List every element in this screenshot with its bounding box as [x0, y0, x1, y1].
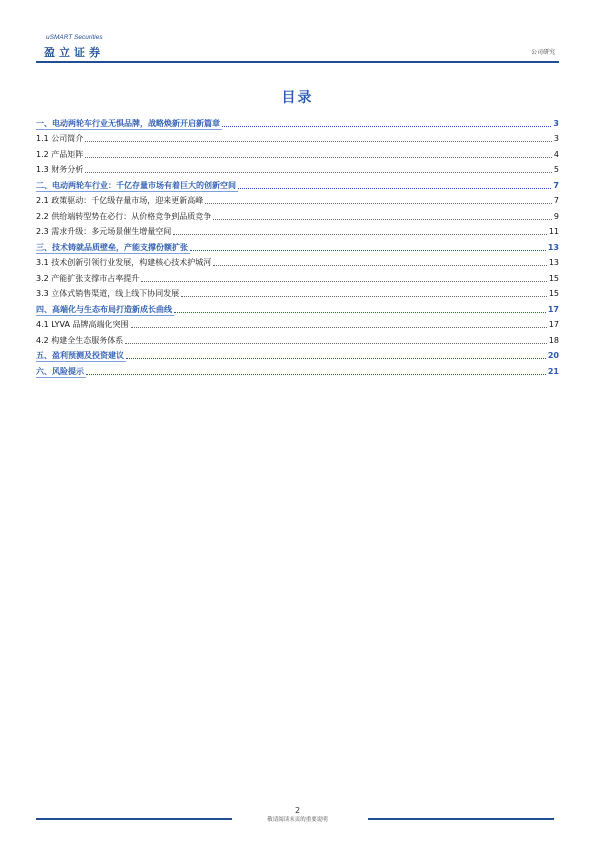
toc-leader-dots [85, 157, 552, 158]
toc-chapter-entry[interactable] [36, 361, 559, 377]
toc-chapter-entry[interactable] [36, 175, 559, 191]
toc-entry-page: 11 [548, 227, 559, 236]
toc-entry-label: 二、电动两轮车行业：千亿存量市场有着巨大的创新空间 [36, 180, 236, 190]
toc-entry-page: 3 [553, 118, 559, 128]
page-number: 2 [294, 806, 301, 815]
toc-entry-page: 3 [553, 134, 559, 143]
toc-section-entry[interactable] [36, 268, 559, 284]
toc-leader-dots [238, 188, 551, 189]
toc-entry-page: 7 [553, 196, 559, 205]
toc-entry-label: 四、高端化与生态布局打造新成长曲线 [36, 304, 172, 314]
toc-section-entry[interactable] [36, 144, 559, 160]
toc-entry-label: 2.3 需求升级：多元场景催生增量空间 [36, 227, 172, 236]
toc-entry-page: 18 [548, 335, 559, 345]
toc-entry-label: 1.3 财务分析 [36, 165, 84, 174]
toc-entry-label: 五、盈利预测及投资建议 [36, 351, 124, 360]
toc-chapter-entry[interactable] [36, 346, 559, 362]
toc-chapter-entry[interactable] [36, 299, 559, 315]
toc-entry-page: 15 [548, 289, 559, 298]
toc-entry-label: 2.2 供给端转型势在必行：从价格竞争到品质竞争 [36, 211, 212, 221]
toc-leader-dots [181, 296, 547, 297]
toc-entry-label: 1.1 公司简介 [36, 134, 84, 143]
footer-disclaimer: 敬请阅读末页的重要说明 [267, 817, 328, 823]
header-divider [36, 61, 559, 63]
toc-chapter-entry[interactable] [36, 113, 559, 129]
toc-section-entry[interactable] [36, 191, 559, 207]
toc-entry-page: 9 [553, 211, 559, 221]
toc-entry-label: 4.1 LYVA 品牌高端化突围 [36, 320, 129, 329]
toc-entry-label: 4.2 构建全生态服务体系 [36, 335, 124, 345]
toc-section-entry[interactable] [36, 315, 559, 331]
toc-entry-label: 2.1 政策驱动：千亿级存量市场，迎来更新高峰 [36, 196, 204, 205]
toc-section-entry[interactable] [36, 206, 559, 222]
toc-section-entry[interactable] [36, 253, 559, 269]
toc-chapter-entry[interactable] [36, 237, 559, 253]
toc-entry-page: 20 [547, 351, 559, 360]
toc-title: 目录 [281, 90, 314, 106]
page-header [36, 18, 559, 60]
toc-leader-dots [205, 203, 552, 204]
toc-entry-label: 六、风险提示 [36, 366, 84, 376]
toc-section-entry[interactable] [36, 160, 559, 176]
toc-entry-page: 13 [547, 242, 559, 252]
toc-section-entry[interactable] [36, 222, 559, 238]
brand-name-cn: 盈立证券 [44, 46, 104, 59]
toc-leader-dots [131, 327, 547, 328]
toc-entry-label: 三、技术铸就品质壁垒，产能支撑份额扩张 [36, 242, 188, 252]
toc-entry-page: 13 [548, 258, 559, 267]
toc-leader-dots [125, 343, 547, 344]
toc-entry-page: 15 [548, 273, 559, 283]
toc-leader-dots [213, 219, 552, 220]
toc-entry-label: 3.1 技术创新引领行业发展，构建核心技术护城河 [36, 258, 212, 267]
toc-leader-dots [85, 141, 552, 142]
toc-entry-page: 5 [553, 165, 559, 174]
toc-entry-label: 1.2 产品矩阵 [36, 149, 84, 159]
toc-entry-label: 3.2 产能扩张支撑市占率提升 [36, 273, 140, 283]
toc-entry-page: 7 [553, 180, 559, 190]
toc-entry-page: 21 [547, 366, 559, 376]
toc-section-entry[interactable] [36, 330, 559, 346]
table-of-contents [36, 113, 559, 377]
toc-leader-dots [126, 358, 546, 359]
toc-entry-page: 17 [548, 320, 559, 329]
toc-entry-label: 一、电动两轮车行业无惧品牌，战略焕新开启新篇章 [36, 118, 220, 128]
report-type-label: 公司研究 [530, 49, 555, 56]
toc-leader-dots [141, 281, 547, 282]
brand-name-en: uSMART Securities [46, 34, 103, 41]
toc-leader-dots [174, 312, 546, 313]
toc-leader-dots [86, 374, 546, 375]
toc-leader-dots [190, 250, 546, 251]
toc-leader-dots [213, 265, 547, 266]
toc-entry-label: 3.3 立体式销售渠道，线上线下协同发展 [36, 289, 180, 298]
toc-section-entry[interactable] [36, 129, 559, 145]
toc-leader-dots [85, 172, 552, 173]
toc-leader-dots [222, 126, 551, 127]
toc-entry-page: 17 [547, 304, 559, 314]
toc-entry-page: 4 [553, 149, 559, 159]
toc-leader-dots [173, 234, 547, 235]
toc-section-entry[interactable] [36, 284, 559, 300]
